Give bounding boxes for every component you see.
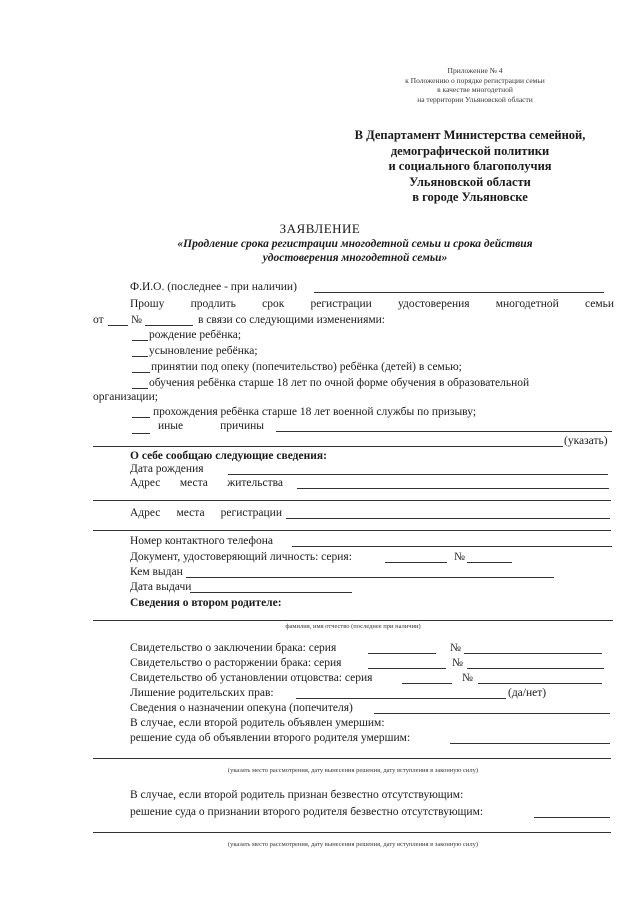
appendix-line: на территории Ульяновской области [417, 94, 533, 104]
deceased-decision-label: решение суда об объявлении второго родителя умершим: [130, 732, 411, 744]
registration-label [130, 506, 282, 520]
issued-by-label: Кем выдан [130, 566, 183, 578]
missing-decision-field-2[interactable] [93, 832, 611, 833]
reason-other-word: причины [220, 420, 264, 432]
deprivation-label: Лишение родительских прав: [130, 687, 274, 699]
reason-adoption: усыновление ребёнка; [149, 345, 258, 357]
appendix-line: Приложение № 4 [447, 66, 503, 75]
recipient-line: В Департамент Министерства семейной, [354, 128, 586, 142]
recipient-line: и социального благополучия [388, 159, 552, 173]
paternity-number-sign: № [462, 672, 473, 684]
issue-date-label: Дата выдачи [130, 581, 192, 593]
residence-word: Адрес [130, 477, 161, 489]
request-number-field[interactable] [145, 325, 193, 326]
second-parent-name-caption: фамилия, имя отчество (последнее при наличии) [285, 623, 421, 630]
request-date-field[interactable] [108, 325, 128, 326]
residence-label [130, 476, 283, 490]
birth-date-label: Дата рождения [130, 463, 204, 475]
id-doc-label: Документ, удостоверяющий личность: серия: [130, 551, 352, 563]
reason-study: обучения ребёнка старше 18 лет по очной форме обучения в образовательной [149, 377, 530, 389]
paternity-number-field[interactable] [478, 683, 602, 684]
other-checkbox[interactable] [132, 433, 150, 434]
reason-other [158, 419, 264, 433]
request-word: регистрации [310, 298, 372, 310]
marriage-number-field[interactable] [464, 653, 602, 654]
birth-date-field[interactable] [228, 474, 608, 475]
reason-study-continued: организации; [93, 391, 158, 403]
deceased-decision-field-2[interactable] [93, 758, 611, 759]
issue-date-field[interactable] [190, 592, 352, 593]
deceased-case-text: В случае, если второй родитель объявлен умершим: [130, 717, 385, 729]
reason-guardianship: принятии под опеку (попечительство) ребёнка (детей) в семью; [151, 361, 462, 373]
request-word: семьи [584, 298, 614, 310]
registration-field[interactable] [286, 518, 610, 519]
missing-decision-caption: (указать место рассмотрения, дату вынесения решения, дату вступления в законную силу) [227, 841, 479, 848]
birth-checkbox[interactable] [132, 340, 148, 341]
military-checkbox[interactable] [132, 417, 150, 418]
paternity-series-field[interactable] [402, 683, 452, 684]
marriage-series-field[interactable] [368, 653, 436, 654]
request-number-sign: № [131, 314, 142, 326]
divorce-number-sign: № [452, 657, 463, 669]
request-line [130, 297, 614, 311]
fio-field[interactable] [314, 292, 604, 293]
reason-other-word: иные [158, 420, 184, 432]
appendix-block [360, 66, 590, 104]
specify-hint: (указать) [564, 435, 608, 447]
issued-by-field[interactable] [186, 577, 554, 578]
marriage-label: Свидетельство о заключении брака: серия [130, 642, 337, 654]
missing-decision-label: решение суда о признании второго родителя безвестно отсутствующим: [130, 806, 484, 818]
id-number-sign: № [454, 551, 465, 563]
document-title: ЗАЯВЛЕНИЕ [279, 221, 361, 236]
marriage-number-sign: № [450, 642, 461, 654]
request-from: от [93, 314, 104, 326]
other-reason-field[interactable] [276, 431, 612, 432]
registration-word: места [176, 507, 205, 519]
subtitle-line: удостоверения многодетной семьи» [262, 252, 448, 264]
residence-field[interactable] [297, 488, 609, 489]
document-subtitle [120, 237, 590, 265]
study-checkbox[interactable] [132, 388, 148, 389]
residence-word: жительства [227, 477, 283, 489]
request-tail: в связи со следующими изменениями: [198, 314, 385, 326]
second-parent-heading: Сведения о втором родителе: [130, 597, 282, 609]
divorce-label: Свидетельство о расторжении брака: серия [130, 657, 342, 669]
registration-word: Адрес [130, 507, 161, 519]
deprivation-field[interactable] [296, 698, 506, 699]
fio-label: Ф.И.О. (последнее - при наличии) [130, 281, 297, 293]
request-word: удостоверения [397, 298, 470, 310]
residence-field-2[interactable] [93, 500, 611, 501]
paternity-label: Свидетельство об установлении отцовства: серия [130, 672, 373, 684]
id-number-field[interactable] [467, 562, 512, 563]
id-series-field[interactable] [385, 562, 447, 563]
divorce-series-field[interactable] [368, 668, 446, 669]
divorce-number-field[interactable] [467, 668, 604, 669]
guardian-label: Сведения о назначении опекуна (попечителя) [130, 702, 353, 714]
reason-military: прохождения ребёнка старше 18 лет военной службы по призыву; [153, 406, 477, 418]
request-word: продлить [190, 298, 236, 310]
reason-birth: рождение ребёнка; [149, 329, 242, 341]
deceased-decision-field[interactable] [450, 743, 610, 744]
request-word: Прошу [130, 298, 165, 310]
second-parent-name-field[interactable] [93, 620, 613, 621]
recipient-line: демографической политики [390, 143, 550, 158]
guardianship-checkbox[interactable] [132, 372, 150, 373]
registration-field-2[interactable] [93, 530, 611, 531]
missing-case-text: В случае, если второй родитель признан безвестно отсутствующим: [130, 789, 464, 801]
phone-field[interactable] [292, 546, 612, 547]
recipient-block [330, 128, 610, 206]
recipient-line: Ульяновской области [409, 174, 531, 189]
subtitle-line: «Продление срока регистрации многодетной семьи и срока действия [177, 238, 533, 250]
request-word: срок [262, 298, 285, 310]
appendix-line: к Положению о порядке регистрации семьи [405, 75, 545, 85]
adoption-checkbox[interactable] [132, 356, 148, 357]
deceased-decision-caption: (указать место рассмотрения, дату вынесения решения, дату вступления в законную силу) [227, 767, 479, 774]
recipient-line: в городе Ульяновске [412, 190, 528, 204]
about-self-heading: О себе сообщаю следующие сведения: [130, 450, 327, 462]
other-reason-field-2[interactable] [93, 446, 563, 447]
appendix-line: в качестве многодетной [437, 85, 513, 94]
request-word: многодетной [495, 298, 559, 310]
deprivation-hint: (да/нет) [508, 687, 547, 699]
missing-decision-field[interactable] [534, 817, 610, 818]
guardian-field[interactable] [374, 713, 610, 714]
residence-word: места [179, 477, 208, 489]
registration-word: регистрации [220, 507, 282, 519]
phone-label: Номер контактного телефона [130, 535, 274, 547]
